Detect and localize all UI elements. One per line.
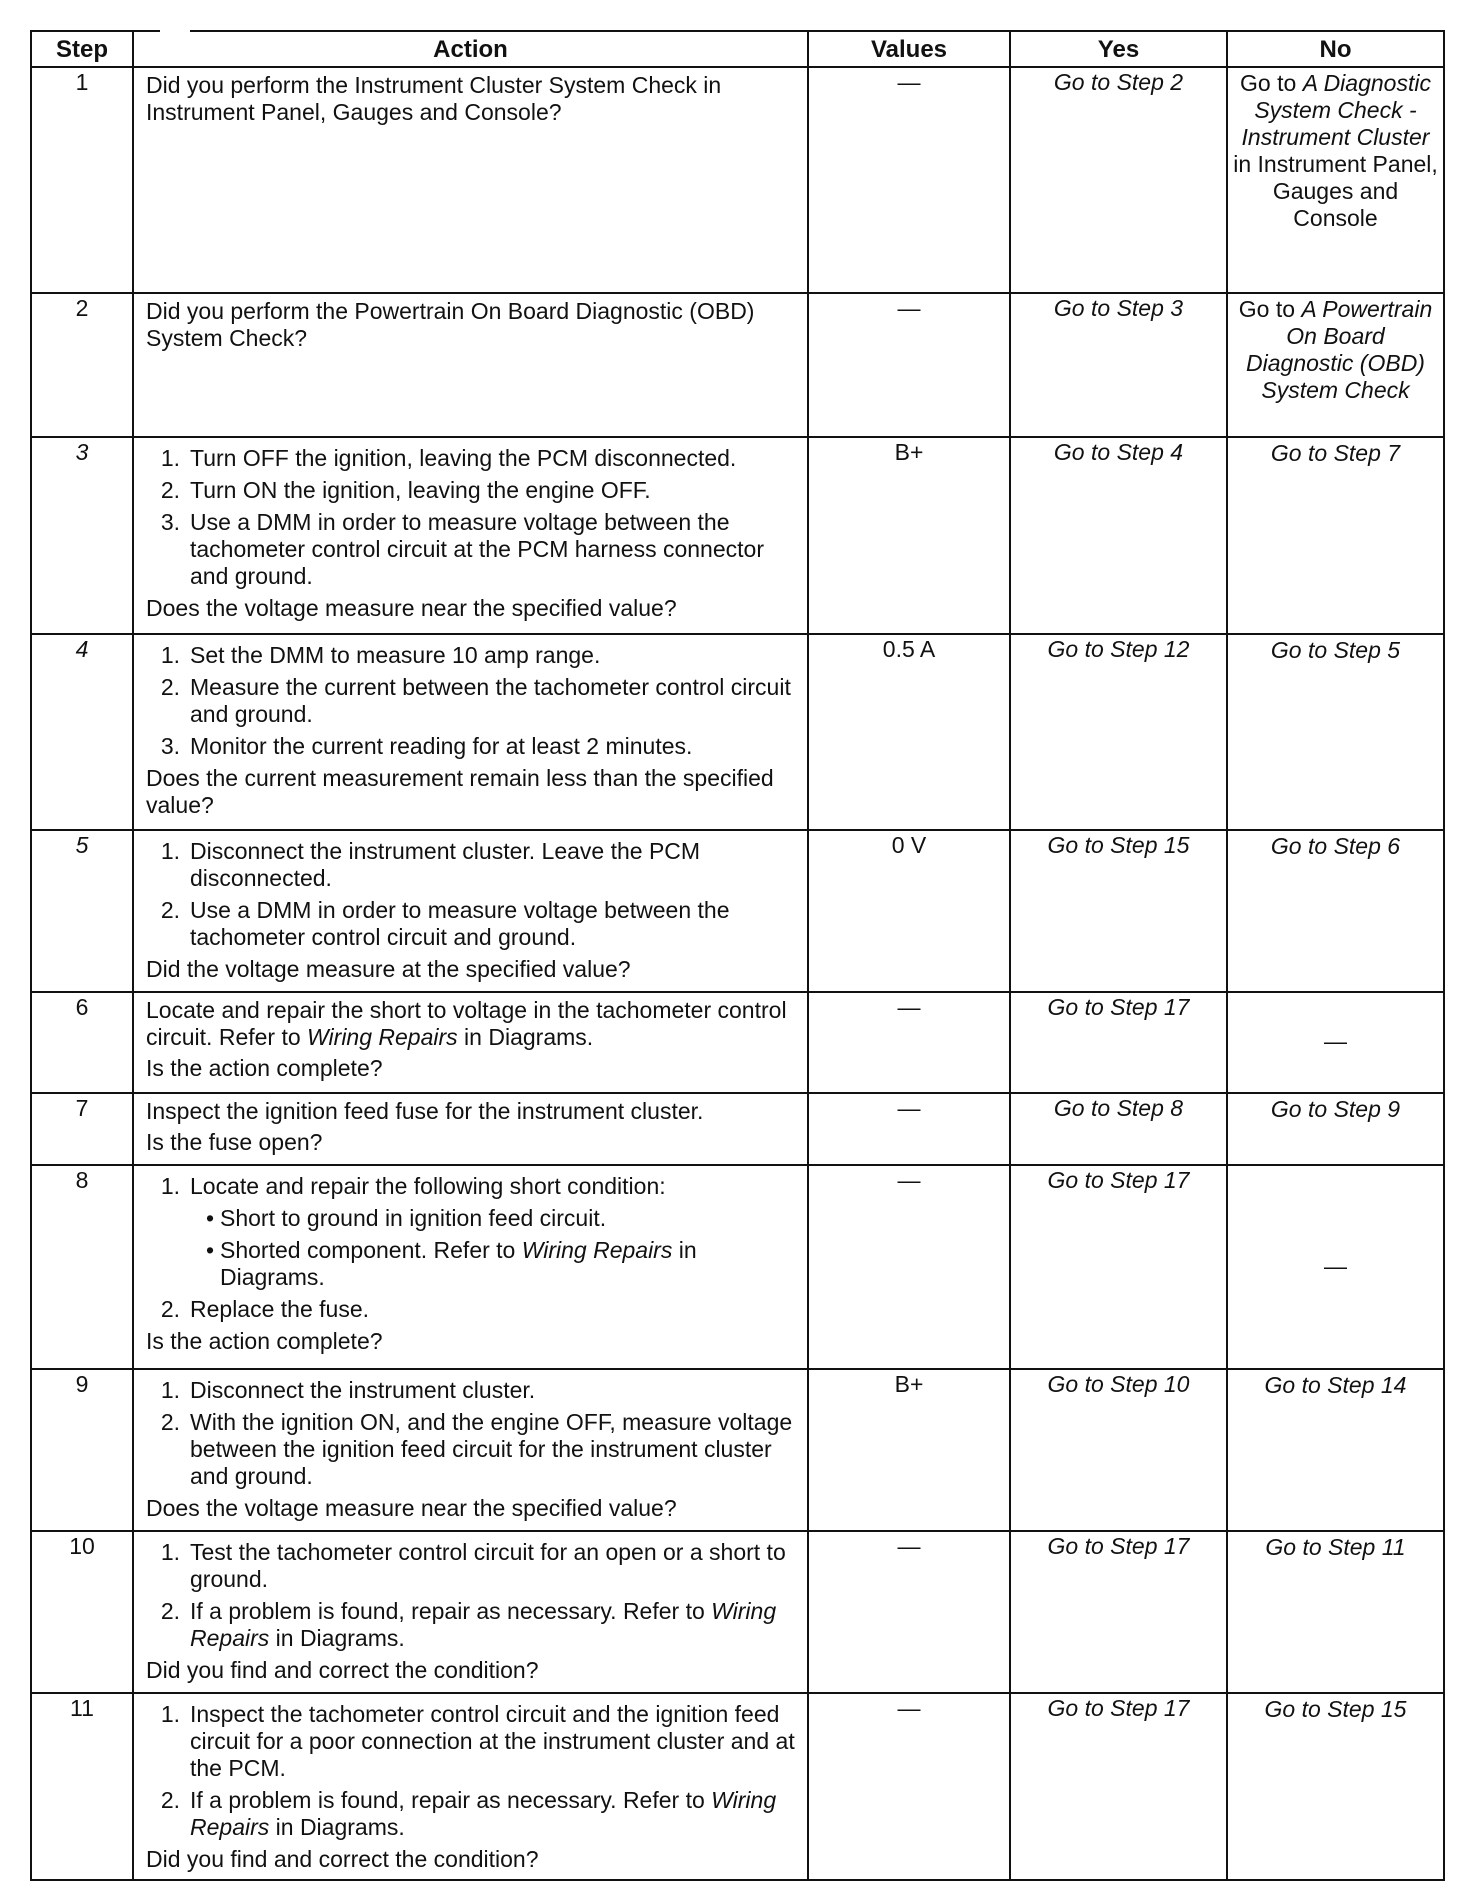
question-text: Did you find and correct the condition? (146, 1846, 539, 1872)
question-text: Does the voltage measure near the specified value? (146, 1495, 677, 1521)
action-cell (133, 634, 808, 830)
header-row (31, 31, 1444, 67)
list-item: 2. If a problem is found, repair as necessary. Refer to Wiring Repairs in Diagrams. (160, 1787, 777, 1840)
list-item: 3. Use a DMM in order to measure voltage between the tachometer control circuit at the PCM harness connector and ground. (160, 509, 764, 589)
action-cell (133, 992, 808, 1093)
yes-link[interactable]: Go to Step 2 (1010, 67, 1227, 293)
question-text: Is the action complete? (146, 1055, 383, 1081)
value-cell: B+ (808, 437, 1010, 634)
border-gap (160, 26, 190, 34)
value-cell: — (808, 1693, 1010, 1880)
step-number: 9 (31, 1369, 133, 1531)
yes-link[interactable]: Go to Step 10 (1010, 1369, 1227, 1531)
action-text: Inspect the ignition feed fuse for the instrument cluster. (146, 1098, 704, 1124)
no-link[interactable]: Go to Step 9 (1227, 1093, 1444, 1165)
value-cell: 0.5 A (808, 634, 1010, 830)
header-step: Step (31, 31, 133, 67)
question-text: Does the current measurement remain less than the specified value? (146, 765, 774, 818)
step-number: 4 (31, 634, 133, 830)
step-number: 11 (31, 1693, 133, 1880)
action-cell (133, 1693, 808, 1880)
no-link[interactable]: Go to Step 14 (1227, 1369, 1444, 1531)
action-cell (133, 830, 808, 992)
question-text: Is the fuse open? (146, 1129, 323, 1155)
value-cell: — (808, 1165, 1010, 1369)
no-text: Go to (1240, 70, 1303, 96)
no-link-title: A Powertrain On Board Diagnostic (OBD) System Check (1246, 296, 1433, 403)
list-item: 1. Disconnect the instrument cluster. (160, 1377, 536, 1403)
step-number: 8 (31, 1165, 133, 1369)
header-action: Action (133, 31, 808, 67)
action-text: Locate and repair the short to voltage in the tachometer control circuit. Refer to Wiring Repairs in Diagrams. (146, 997, 787, 1050)
step-number: 7 (31, 1093, 133, 1165)
yes-link[interactable]: Go to Step 4 (1010, 437, 1227, 634)
list-item: 1. Set the DMM to measure 10 amp range. (160, 642, 601, 668)
no-link[interactable] (1227, 67, 1444, 293)
action-cell (133, 1369, 808, 1531)
yes-link[interactable]: Go to Step 15 (1010, 830, 1227, 992)
question-text: Does the voltage measure near the specified value? (146, 595, 677, 621)
no-text-suffix: in Instrument Panel, Gauges and Console (1233, 151, 1438, 231)
yes-link[interactable]: Go to Step 17 (1010, 1693, 1227, 1880)
table-row (31, 67, 1444, 293)
table-row (31, 1165, 1444, 1369)
list-item: 1. Inspect the tachometer control circuit and the ignition feed circuit for a poor connection at the instrument cluster and at the PCM. (160, 1701, 795, 1781)
yes-link[interactable]: Go to Step 8 (1010, 1093, 1227, 1165)
step-number: 3 (31, 437, 133, 634)
list-item: 3. Monitor the current reading for at least 2 minutes. (160, 733, 693, 759)
table-row (31, 634, 1444, 830)
list-item: 1. Disconnect the instrument cluster. Leave the PCM disconnected. (160, 838, 701, 891)
step-number: 10 (31, 1531, 133, 1693)
list-item: 2. Turn ON the ignition, leaving the engine OFF. (160, 477, 651, 503)
value-cell: B+ (808, 1369, 1010, 1531)
value-cell: — (808, 293, 1010, 437)
action-text: Did you perform the Instrument Cluster System Check in Instrument Panel, Gauges and Console? (133, 67, 808, 293)
wiring-repairs-ref[interactable]: Wiring Repairs (190, 1787, 777, 1840)
list-item: 2. With the ignition ON, and the engine OFF, measure voltage between the ignition feed circuit for the instrument cluster and ground. (160, 1409, 793, 1489)
table-row (31, 992, 1444, 1093)
value-cell: — (808, 67, 1010, 293)
no-cell: — (1227, 992, 1444, 1093)
header-yes: Yes (1010, 31, 1227, 67)
yes-link[interactable]: Go to Step 17 (1010, 1531, 1227, 1693)
no-link[interactable]: Go to Step 7 (1227, 437, 1444, 634)
step-number: 1 (31, 67, 133, 293)
list-item: 1. Locate and repair the following short condition: (160, 1173, 666, 1199)
wiring-repairs-ref[interactable]: Wiring Repairs (190, 1598, 777, 1651)
step-number: 6 (31, 992, 133, 1093)
action-text: Did you perform the Powertrain On Board Diagnostic (OBD) System Check? (133, 293, 808, 437)
table-row (31, 830, 1444, 992)
header-values: Values (808, 31, 1010, 67)
no-link-title: A Diagnostic System Check - Instrument Cluster (1241, 70, 1431, 150)
list-item: 2. Measure the current between the tachometer control circuit and ground. (160, 674, 791, 727)
question-text: Did you find and correct the condition? (146, 1657, 539, 1683)
value-cell: — (808, 992, 1010, 1093)
action-cell (133, 1165, 808, 1369)
value-cell: — (808, 1093, 1010, 1165)
bullet-item: • Short to ground in ignition feed circuit. (205, 1205, 607, 1231)
action-cell (133, 1531, 808, 1693)
table-row (31, 1693, 1444, 1880)
question-text: Did the voltage measure at the specified value? (146, 956, 631, 982)
wiring-repairs-ref[interactable]: Wiring Repairs (307, 1024, 458, 1050)
table-row (31, 1093, 1444, 1165)
action-cell (133, 1093, 808, 1165)
no-link[interactable]: Go to Step 11 (1227, 1531, 1444, 1693)
value-cell: — (808, 1531, 1010, 1693)
list-item: 2. If a problem is found, repair as necessary. Refer to Wiring Repairs in Diagrams. (160, 1598, 777, 1651)
list-item: 2. Replace the fuse. (160, 1296, 370, 1322)
table-row (31, 1369, 1444, 1531)
table-row (31, 293, 1444, 437)
header-no: No (1227, 31, 1444, 67)
diagnostic-table (30, 30, 1445, 1881)
table-row (31, 1531, 1444, 1693)
question-text: Is the action complete? (146, 1328, 383, 1354)
no-link[interactable]: Go to Step 5 (1227, 634, 1444, 830)
list-item: 2. Use a DMM in order to measure voltage between the tachometer control circuit and ground. (160, 897, 730, 950)
no-link[interactable]: Go to Step 15 (1227, 1693, 1444, 1880)
yes-link[interactable]: Go to Step 12 (1010, 634, 1227, 830)
table-row (31, 437, 1444, 634)
no-cell: — (1227, 1165, 1444, 1369)
step-number: 2 (31, 293, 133, 437)
no-text: Go to (1238, 296, 1302, 322)
yes-link[interactable]: Go to Step 3 (1010, 293, 1227, 437)
no-link[interactable]: Go to Step 6 (1227, 830, 1444, 992)
wiring-repairs-ref[interactable]: Wiring Repairs (521, 1237, 673, 1263)
value-cell: 0 V (808, 830, 1010, 992)
no-link[interactable] (1227, 293, 1444, 437)
action-cell (133, 437, 808, 634)
list-item: 1. Test the tachometer control circuit for an open or a short to ground. (160, 1539, 786, 1592)
bullet-item: • Shorted component. Refer to Wiring Repairs in Diagrams. (205, 1237, 697, 1290)
yes-link[interactable]: Go to Step 17 (1010, 992, 1227, 1093)
step-number: 5 (31, 830, 133, 992)
list-item: 1. Turn OFF the ignition, leaving the PCM disconnected. (160, 445, 737, 471)
yes-link[interactable]: Go to Step 17 (1010, 1165, 1227, 1369)
